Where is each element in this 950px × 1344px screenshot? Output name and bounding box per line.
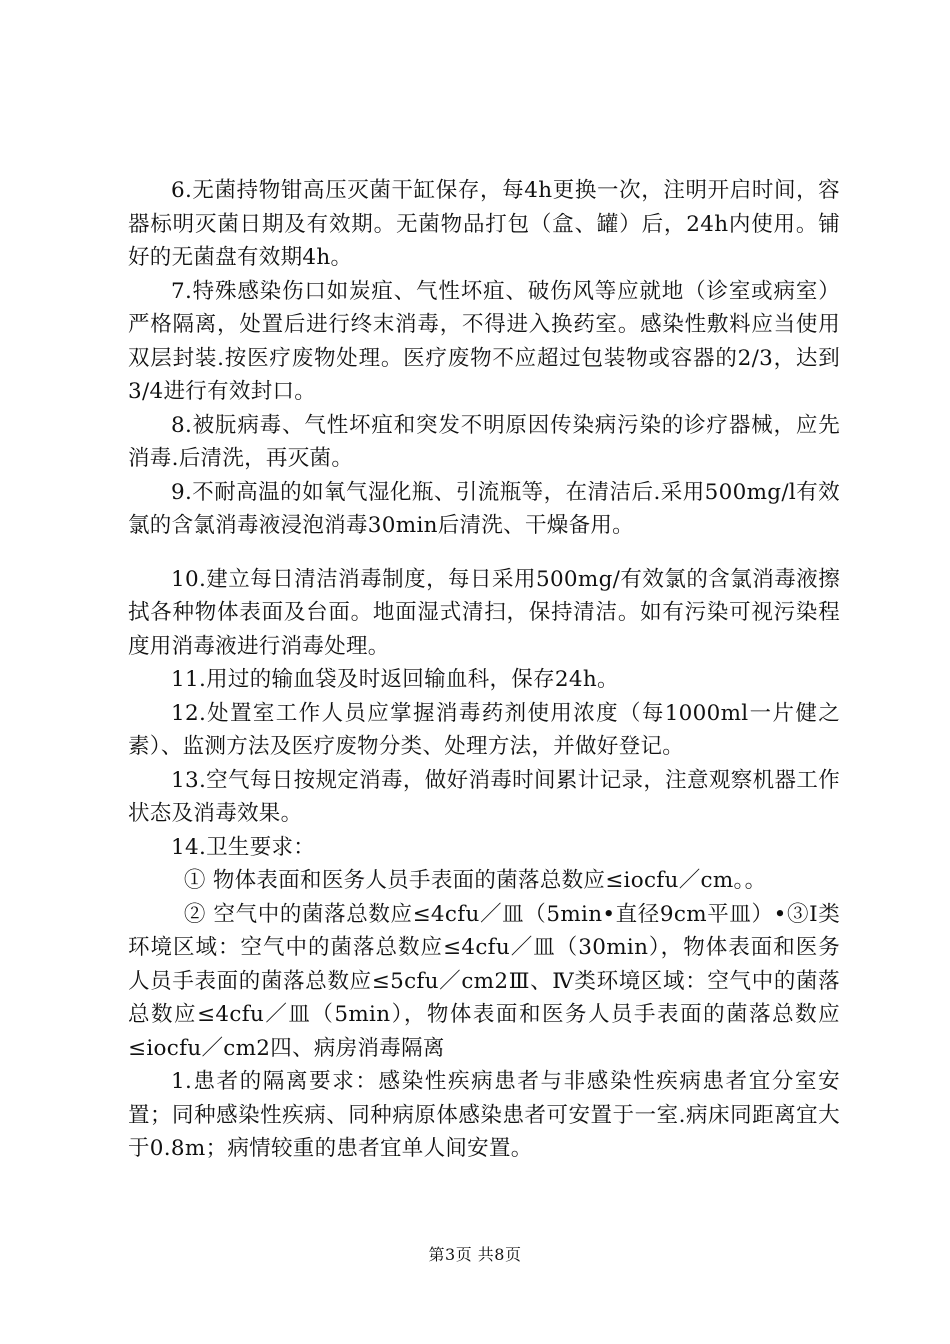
- ward-isolation-item-1: 1.患者的隔离要求：感染性疾病患者与非感染性疾病患者宜分室安置；同种感染性疾病、同种病原体感染患者可安置于一室.病床同距离宜大于0.8m；病情较重的患者宜单人间安置。: [128, 1069, 840, 1161]
- paragraph-item-8: 8.被朊病毒、气性坏疽和突发不明原因传染病污染的诊疗器械，应先消毒.后清洗，再灭菌。: [128, 412, 840, 471]
- hygiene-requirement-2: ② 空气中的菌落总数应≤4cfu／皿（5min•直径9cm平皿）•③Ⅰ类环境区域：空气中的菌落总数应≤4cfu／皿（30min），物体表面和医务人员手表面的菌落总数应≤5cfu／cm2Ⅲ、Ⅳ类环境区域：空气中的菌落总数应≤4cfu／皿（5min），物体表面和医务人员手表面的菌落总数应≤iocfu／cm2四、病房消毒隔离: [128, 901, 840, 1061]
- paragraph-item-10: 10.建立每日清洁消毒制度，每日采用500mg/有效氯的含氯消毒液擦拭各种物体表面及台面。地面湿式清扫，保持清洁。如有污染可视污染程度用消毒液进行消毒处理。: [128, 566, 840, 659]
- paragraph-item-9: 9.不耐高温的如氧气湿化瓶、引流瓶等，在清洁后.采用500mg/l有效氯的含氯消毒液浸泡消毒30min后清洗、干燥备用。: [128, 479, 840, 538]
- paragraph-item-7: 7.特殊感染伤口如炭疽、气性坏疽、破伤风等应就地（诊室或病室）严格隔离，处置后进行终末消毒，不得进入换药室。感染性敷料应当使用双层封装.按医疗废物处理。医疗废物不应超过包装物或容器的2/3，达到3/4进行有效封口。: [128, 278, 840, 404]
- page-number-footer: 第3页 共8页: [428, 1245, 522, 1264]
- paragraph-item-12: 12.处置室工作人员应掌握消毒药剂使用浓度（每1000ml一片健之素）、监测方法及医疗废物分类、处理方法，并做好登记。: [128, 700, 840, 759]
- paragraph-item-13: 13.空气每日按规定消毒，做好消毒时间累计记录，注意观察机器工作状态及消毒效果。: [128, 767, 840, 826]
- document-body: [128, 174, 840, 1166]
- hygiene-requirement-1: ① 物体表面和医务人员手表面的菌落总数应≤iocfu／cm。。: [183, 868, 767, 893]
- paragraph-item-6: 6.无菌持物钳高压灭菌干缸保存，每4h更换一次，注明开启时间，容器标明灭菌日期及有效期。无菌物品打包（盒、罐）后，24h内使用。铺好的无菌盘有效期4h。: [128, 178, 840, 270]
- paragraph-item-14-heading: 14.卫生要求：: [171, 834, 316, 860]
- paragraph-item-11: 11.用过的输血袋及时返回输血科，保存24h。: [171, 667, 619, 692]
